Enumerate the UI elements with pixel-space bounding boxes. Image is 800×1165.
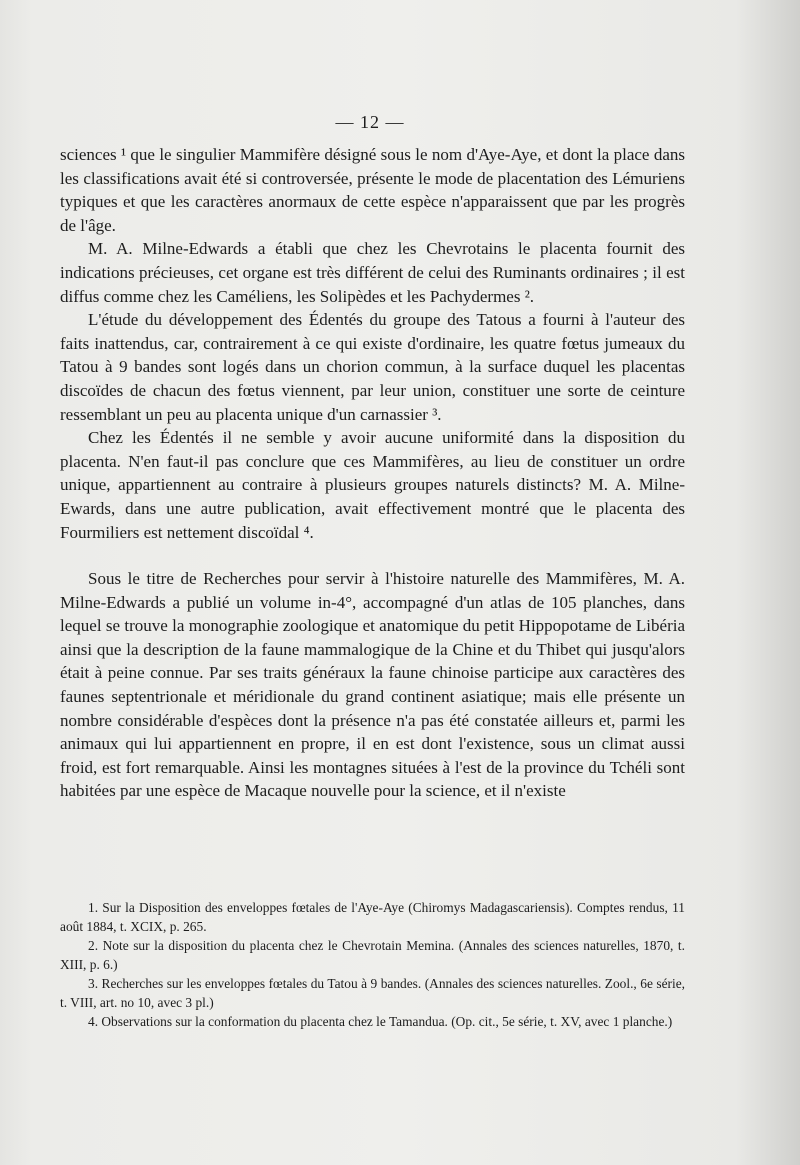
paragraph-3: L'étude du développement des Édentés du groupe des Tatous a fourni à l'auteur des faits inattendus, car, contrairement à ce qui existe d'ordinaire, les quatre fœtus jumeaux du Tatou à 9 bandes sont logés dans un chorion commun, à la surface duquel les placentas discoïdes de chacun des fœtus viennent, par leur union, constituer une sorte de ceinture ressemblant un peu au placenta unique d'un carnassier ³. — [60, 310, 685, 424]
body-text — [60, 143, 685, 803]
footnote-1: 1. Sur la Disposition des enveloppes fœtales de l'Aye-Aye (Chiromys Madagascariensis). Comptes rendus, 11 août 1884, t. XCIX, p. 265. — [60, 900, 685, 934]
footnote-3: 3. Recherches sur les enveloppes fœtales du Tatou à 9 bandes. (Annales des sciences naturelles. Zool., 6e série, t. VIII, art. no 10, avec 3 pl.) — [60, 976, 685, 1010]
paragraph-2: M. A. Milne-Edwards a établi que chez les Chevrotains le placenta fournit des indications précieuses, cet organe est très différent de celui des Ruminants ordinaires ; il est diffus comme chez les Caméliens, les Solipèdes et les Pachydermes ². — [60, 239, 685, 306]
paragraph-4: Chez les Édentés il ne semble y avoir aucune uniformité dans la disposition du placenta. N'en faut-il pas conclure que ces Mammifères, au lieu de constituer un ordre unique, appartiennent au contraire à plusieurs groupes naturels distincts? M. A. Milne-Ewards, dans une autre publication, avait effectivement montré que le placenta des Fourmiliers est nettement discoïdal ⁴. — [60, 428, 685, 542]
page-number: — 12 — — [335, 112, 405, 132]
footnote-2: 2. Note sur la disposition du placenta chez le Chevrotain Memina. (Annales des sciences naturelles, 1870, t. XIII, p. 6.) — [60, 938, 685, 972]
footnote-4: 4. Observations sur la conformation du placenta chez le Tamandua. (Op. cit., 5e série, t. XV, avec 1 planche.) — [88, 1014, 673, 1029]
paragraph-1: sciences ¹ que le singulier Mammifère désigné sous le nom d'Aye-Aye, et dont la place dans les classifications avait été si controversée, présente le mode de placentation des Lémuriens typiques et que les caractères anormaux de cette espèce n'apparaissent que par les progrès de l'âge. — [60, 145, 685, 235]
footnotes — [60, 898, 685, 1031]
paragraph-5: Sous le titre de Recherches pour servir à l'histoire naturelle des Mammifères, M. A. Milne-Edwards a publié un volume in-4°, accompagné d'un atlas de 105 planches, dans lequel se trouve la monographie zoologique et anatomique du petit Hippopotame de Libéria ainsi que la description de la faune mammalogique de la Chine et du Thibet qui jusqu'alors était à peine connue. Par ses traits généraux la faune chinoise participe aux caractères des faunes septentrionale et méridionale du grand continent asiatique; mais elle présente un nombre considérable d'espèces dont la présence n'a pas été constatée ailleurs et, parmi les animaux qui lui appartiennent en propre, il en est dont l'existence, sous un climat aussi froid, est fort remarquable. Ainsi les montagnes situées à l'est de la province du Tchéli sont habitées par une espèce de Macaque nouvelle pour la science, et il n'existe — [60, 569, 685, 801]
